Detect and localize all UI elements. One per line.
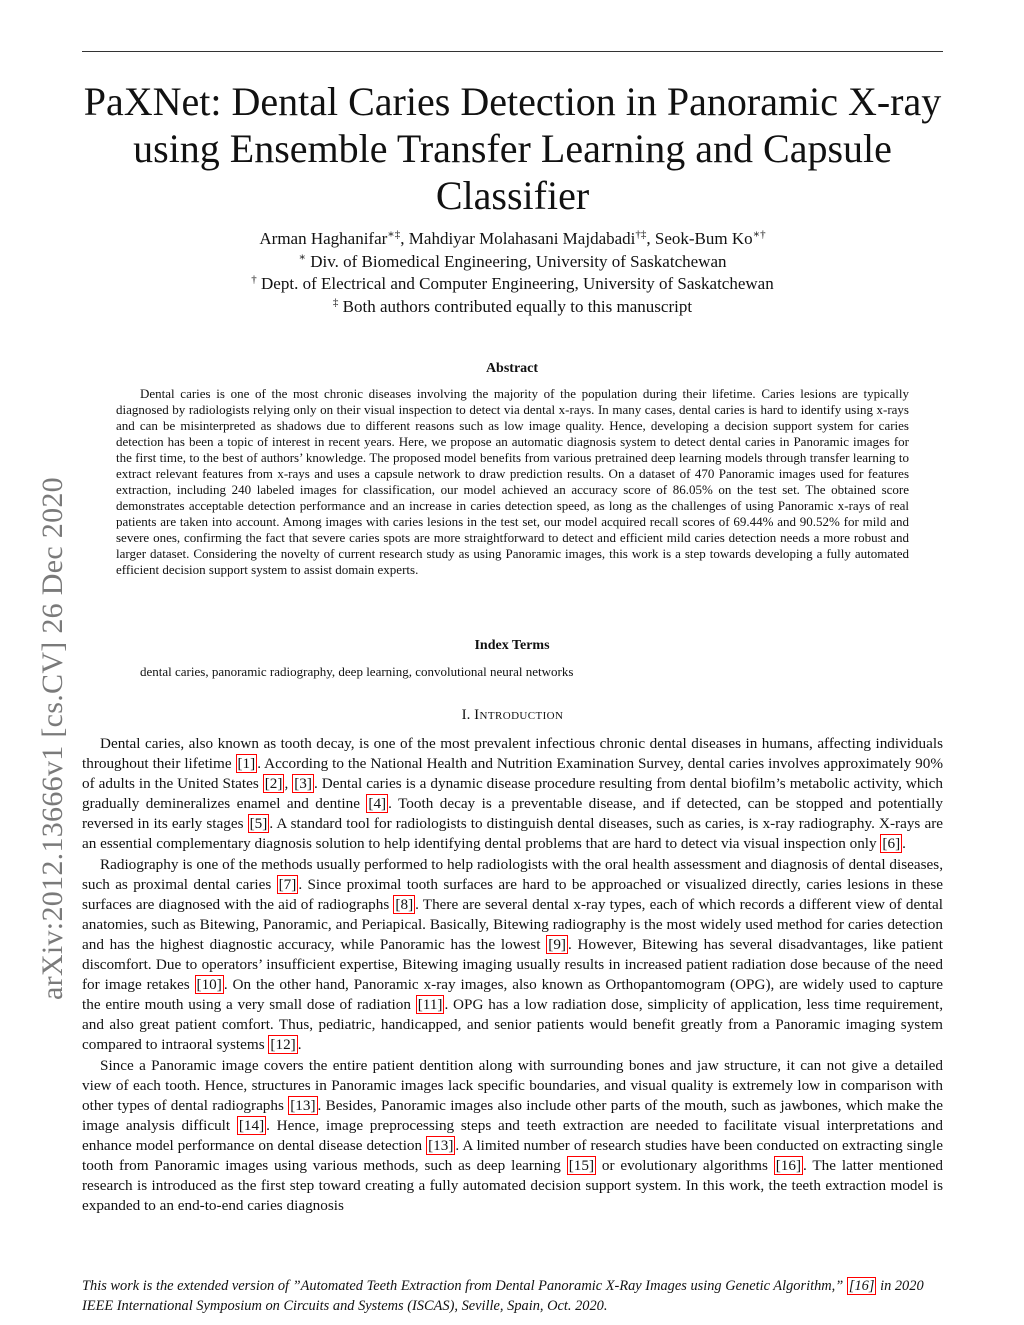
citation-link[interactable]: [10] (196, 976, 222, 994)
citation-link[interactable]: [13] (428, 1136, 454, 1154)
introduction-body (82, 734, 943, 1216)
author-block (82, 228, 943, 318)
text-run: . Besides, Panoramic images also include other parts of the mouth, such as jawbones, which make the image analysis difficult (82, 1096, 943, 1134)
author-name: Mahdiyar Molahasani Majdabadi (408, 229, 636, 248)
affiliation-text: Both authors contributed equally to this manuscript (342, 296, 693, 316)
text-run: . A standard tool for radiologists to distinguish dental diseases, such as caries, is x-ray radiography. X-rays are an essential complementary diagnosis solution to help identifying dental problems that are hard to detect via visual inspection only (82, 815, 943, 853)
citation-link[interactable]: [8] (395, 895, 414, 913)
citation-link[interactable]: [13] (290, 1096, 316, 1114)
citation-link[interactable]: [14] (238, 1116, 265, 1134)
affiliation-line (82, 273, 943, 296)
author-name: Arman Haghanifar (259, 229, 388, 248)
text-run: . On the other hand, Panoramic x-ray images, also known as Orthopantomogram (OPG), are widely used to capture the entire mouth using a very small dose of radiation (82, 976, 944, 1014)
text-run: Since a Panoramic image covers the entire patient dentition along with surrounding bones and jaw structure, it can not give a detailed view of each tooth. Hence, structures in Panoramic images lack specific boundaries, and visual quality is extremely low in comparison with other types of dental radiographs (82, 1056, 943, 1114)
affiliation-mark: † (251, 273, 257, 286)
paper-title: PaXNet: Dental Caries Detection in Panoramic X-ray using Ensemble Transfer Learning and Capsule Classifier (83, 79, 942, 218)
text-run: . Tooth decay is a preventable disease, and if detected, can be stopped and potentially reversed in its early stages (82, 795, 943, 833)
text-run: , (284, 775, 293, 793)
text-run: or evolutionary algorithms (596, 1156, 774, 1174)
paragraph (82, 1056, 943, 1217)
section-title-text: Introduction (474, 707, 564, 723)
text-run: . (902, 835, 906, 853)
author-name: Seok-Bum Ko (654, 229, 753, 248)
text-run: . The latter mentioned research is introduced as the first step toward creating a fully automated decision support system. In this work, the teeth extraction model is expanded to an end-to-end caries diagnosis (82, 1156, 943, 1215)
index-terms-heading: Index Terms (474, 638, 550, 653)
text-run: . Since proximal tooth surfaces are hard to be approached or visualized directly, caries lesions in these surfaces are diagnosed with the aid of radiographs (82, 875, 944, 913)
text-run: . (297, 1036, 302, 1054)
abstract-text: Dental caries is one of the most chronic diseases involving the majority of the population during their lifetime. Caries lesions are typically diagnosed by radiologists relying only on their visual inspection to detect via dental x-rays. In many cases, dental caries is hard to identify using x-rays and can be misinterpreted as shadows due to different reasons such as low image quality. Hence, developing a decision support system for caries detection has been a topic of interest in recent years. Here, we propose an automatic diagnosis system to detect dental caries in Panoramic images for the first time, to the best of authors’ knowledge. The proposed model benefits from various pretrained deep learning models through transfer learning to extract relevant features from x-rays and uses a capsule network to draw prediction results. On a dataset of 470 Panoramic images used for features extraction, including 240 labeled images for classification, our model achieved an accuracy score of 86.05% on the test set. The obtained score demonstrates acceptable detection performance and an increase in caries detection speed, as long as the challenges of using Panoramic x-rays of real patients are taken into account. Among images with caries lesions in the test set, our model acquired recall scores of 69.44% and 90.52% for mild and severe ones, confirming the fact that severe caries spots are more straightforward to detect and efficient mild caries detection needs a more robust and larger dataset. Considering the novelty of current research study as using Panoramic images, this work is a step towards developing a fully automated efficient decision support system to assist domain experts. (116, 386, 909, 577)
author-mark: ∗† (752, 228, 766, 241)
text-run: in 2020 IEEE International Symposium on Circuits and Systems (ISCAS), Seville, Spain, Oct. 2020. (82, 1278, 924, 1314)
section-number: I. (461, 707, 471, 723)
affiliation-text: Div. of Biomedical Engineering, University of Saskatchewan (310, 251, 727, 271)
citation-link[interactable]: [16] (775, 1156, 802, 1174)
citation-link[interactable]: [2] (264, 775, 283, 793)
citation-link[interactable]: [7] (278, 875, 297, 893)
text-run: Dental caries, also known as tooth decay, is one of the most prevalent infectious chronic dental diseases in humans, affecting individuals throughout their lifetime (82, 735, 943, 773)
affiliation-mark: ∗ (298, 250, 306, 263)
citation-link[interactable]: [1] (237, 755, 256, 773)
author-mark: †‡ (635, 228, 647, 241)
section-heading-introduction (82, 707, 943, 724)
paragraph (82, 734, 943, 855)
header-rule (82, 51, 943, 52)
citation-link[interactable]: [12] (270, 1036, 296, 1054)
affiliation-line (82, 251, 943, 274)
text-run: . A limited number of research studies have been conducted on extracting single tooth from Panoramic images using various methods, such as deep learning (82, 1136, 943, 1174)
citation-link[interactable]: [16] (848, 1278, 875, 1294)
citation-link[interactable]: [15] (568, 1156, 595, 1174)
citation-link[interactable]: [3] (294, 775, 312, 793)
affiliation-mark: ‡ (332, 295, 339, 308)
citation-link[interactable]: [4] (368, 795, 387, 813)
text-run: Radiography is one of the methods usually performed to help radiologists with the oral health assessment and diagnosis of dental diseases, such as proximal dental caries (82, 855, 943, 893)
abstract-heading: Abstract (485, 361, 539, 376)
citation-link[interactable]: [5] (249, 815, 268, 833)
citation-link[interactable]: [6] (882, 835, 901, 853)
arxiv-id-text: arXiv:2012.13666v1 [cs.CV] 26 Dec 2020 (36, 477, 69, 1000)
affiliation-text: Dept. of Electrical and Computer Engineering, University of Saskatchewan (261, 274, 774, 293)
text-run: . Hence, image preprocessing steps and teeth extraction are needed to facilitate visual interpretations and enhance model performance on dental disease detection (82, 1116, 943, 1154)
author-line: Arman Haghanifar∗‡, Mahdiyar Molahasani Majdabadi†‡, Seok-Bum Ko∗† (259, 228, 766, 248)
text-run: . According to the National Health and Nutrition Examination Survey, dental caries involves approximately 90% of adults in the United States (82, 755, 943, 793)
text-run: . However, Bitewing has several disadvantages, like patient discomfort. Due to operators’ insufficient expertise, Bitewing imaging usually results in increased patient radiation dose because of the need for image retakes (82, 935, 943, 994)
index-terms-text: dental caries, panoramic radiography, deep learning, convolutional neural networks (140, 664, 574, 679)
citation-link[interactable]: [11] (417, 996, 443, 1014)
text-run: . OPG has a low radiation dose, simplicity of application, less time requirement, and also great patient comfort. Thus, pediatric, handicapped, and senior patients would benefit greatly from a Panoramic imaging system compared to intraoral systems (82, 996, 943, 1054)
citation-link[interactable]: [9] (548, 935, 566, 953)
text-run: . Dental caries is a dynamic disease procedure resulting from dental biofilm’s metabolic activity, which gradually demineralizes enamel and dentine (82, 775, 943, 813)
paragraph (82, 855, 943, 1056)
text-run: This work is the extended version of ”Automated Teeth Extraction from Dental Panoramic X-Ray Images using Genetic Algorithm,” (82, 1278, 847, 1294)
author-mark: ∗‡ (387, 228, 401, 241)
affiliation-line (82, 296, 943, 319)
text-run: . There are several dental x-ray types, each of which records a different view of dental anatomies, such as Bitewing, Panoramic, and Periapical. Basically, Bitewing radiography is the most widely used method for caries detection and has the highest diagnostic accuracy, while Panoramic has the lowest (82, 895, 943, 953)
footnote (82, 1276, 943, 1316)
